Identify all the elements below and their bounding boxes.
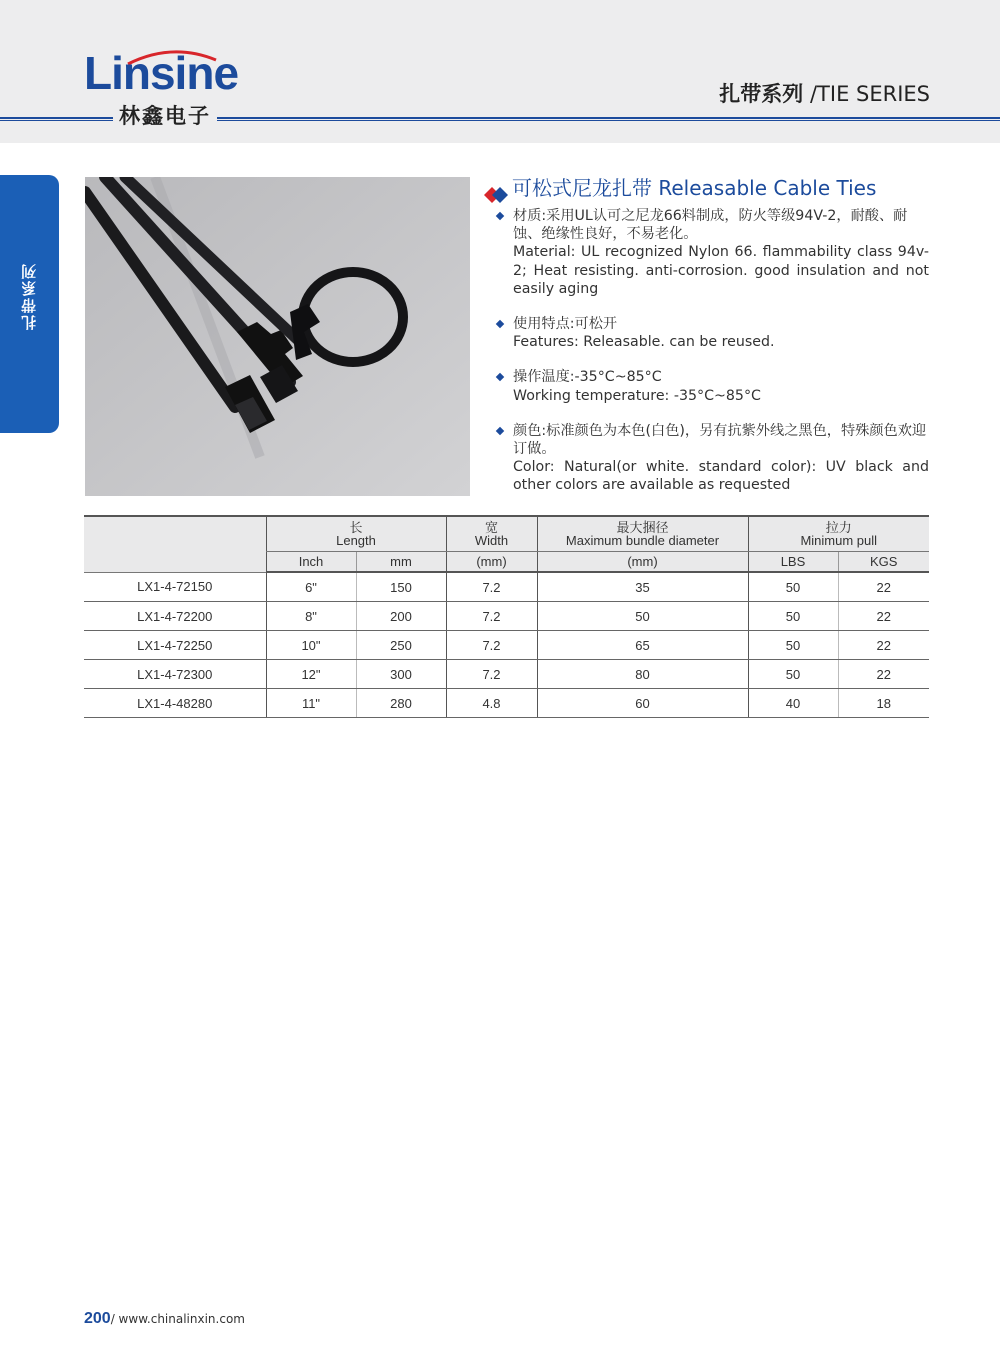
brand-logo-cn: 林鑫电子: [113, 103, 217, 129]
product-title-text: 可松式尼龙扎带 Releasable Cable Ties: [512, 176, 877, 200]
cell: 40: [748, 689, 838, 718]
product-title: [484, 175, 876, 201]
cell: 50: [537, 602, 748, 631]
feature-cn: 使用特点:可松开: [513, 316, 618, 333]
model-cell: LX1-4-72300: [84, 660, 266, 689]
model-cell: LX1-4-48280: [84, 689, 266, 718]
table-row: [84, 660, 929, 689]
cell: 10": [266, 631, 356, 660]
bullet-icon: [496, 212, 504, 220]
cell: 65: [537, 631, 748, 660]
bullet-icon: [496, 320, 504, 328]
spec-table: [84, 515, 929, 718]
series-title: [719, 80, 930, 108]
cell: 6": [266, 572, 356, 602]
cell: 35: [537, 572, 748, 602]
feature-cn: 操作温度:-35°C~85°C: [513, 369, 662, 386]
bullet-icon: [496, 427, 504, 435]
header-length: 长 Length: [266, 516, 446, 552]
header-pull: 拉力 Minimum pull: [748, 516, 929, 552]
model-cell: LX1-4-72200: [84, 602, 266, 631]
cell: 200: [356, 602, 446, 631]
cell: 11": [266, 689, 356, 718]
website-url: / www.chinalinxin.com: [110, 1312, 245, 1326]
product-photo: [85, 177, 470, 496]
model-cell: LX1-4-72250: [84, 631, 266, 660]
cell: 80: [537, 660, 748, 689]
model-cell: LX1-4-72150: [84, 572, 266, 602]
unit-cell: LBS: [748, 552, 838, 573]
cell: 150: [356, 572, 446, 602]
feature-color: [497, 422, 929, 495]
page-header: [0, 0, 1000, 143]
cell: 8": [266, 602, 356, 631]
feature-en: Features: Releasable. can be reused.: [513, 334, 775, 351]
unit-cell: mm: [356, 552, 446, 573]
feature-usage: [497, 315, 929, 351]
cell: 7.2: [446, 631, 537, 660]
cell: 280: [356, 689, 446, 718]
feature-en: Color: Natural(or white. standard color): UV black and other colors are available as requested: [513, 459, 929, 494]
feature-material: [497, 207, 929, 298]
cell: 22: [838, 602, 929, 631]
cell: 300: [356, 660, 446, 689]
cell: 22: [838, 660, 929, 689]
cell: 7.2: [446, 660, 537, 689]
feature-en: Material: UL recognized Nylon 66. flammability class 94v-2; Heat resisting. anti-corrosion. good insulation and not easily aging: [513, 244, 929, 297]
feature-temperature: [497, 368, 929, 404]
header-width: 宽 Width: [446, 516, 537, 552]
feature-cn: 材质:采用UL认可之尼龙66料制成，防火等级94V-2，耐酸、耐蚀、绝缘性良好，不易老化。: [513, 208, 908, 243]
cell: 60: [537, 689, 748, 718]
unit-cell: KGS: [838, 552, 929, 573]
table-row: [84, 631, 929, 660]
cell: 18: [838, 689, 929, 718]
cell: 7.2: [446, 602, 537, 631]
header-model: [84, 516, 266, 572]
cell: 250: [356, 631, 446, 660]
series-title-cn: 扎带系列: [719, 82, 804, 106]
cell: 50: [748, 660, 838, 689]
title-diamond-icon: [484, 183, 506, 197]
brand-logo: Linsine: [84, 47, 239, 99]
feature-list: [497, 207, 929, 512]
cell: 50: [748, 572, 838, 602]
side-category-label: 扎带系列: [20, 262, 38, 330]
unit-cell: Inch: [266, 552, 356, 573]
unit-cell: (mm): [446, 552, 537, 573]
cell: 22: [838, 572, 929, 602]
series-title-en: /TIE SERIES: [809, 82, 930, 106]
cell: 12": [266, 660, 356, 689]
page-number: 200: [84, 1310, 111, 1327]
feature-cn: 颜色:标准颜色为本色(白色)，另有抗紫外线之黑色，特殊颜色欢迎订做。: [513, 422, 927, 458]
cable-ties-image: [85, 177, 470, 496]
page-footer: [84, 1309, 245, 1329]
cell: 4.8: [446, 689, 537, 718]
feature-en: Working temperature: -35°C~85°C: [513, 387, 761, 404]
header-bundle: 最大捆径 Maximum bundle diameter: [537, 516, 748, 552]
table-header-row: [84, 516, 929, 552]
bullet-icon: [496, 373, 504, 381]
table-row: [84, 689, 929, 718]
cell: 50: [748, 602, 838, 631]
cell: 22: [838, 631, 929, 660]
cell: 50: [748, 631, 838, 660]
table-row: [84, 572, 929, 602]
unit-cell: (mm): [537, 552, 748, 573]
cell: 7.2: [446, 572, 537, 602]
table-row: [84, 602, 929, 631]
